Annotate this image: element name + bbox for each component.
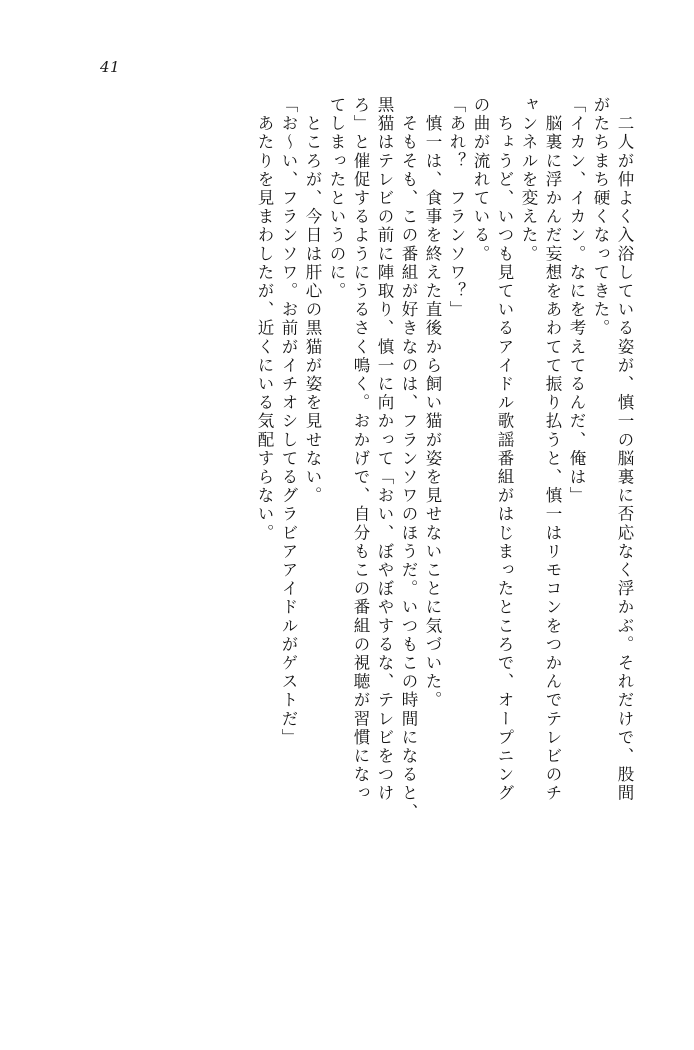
- text-column: 「お～い、フランソワ。お前がイチオシしてるグラビアアイドルがゲストだ」: [279, 96, 298, 747]
- text-column: 黒猫はテレビの前に陣取り、慎一に向かって「おい、ぼやぼやするな、テレビをつけ: [375, 96, 394, 803]
- text-column: あたりを見まわしたが、近くにいる気配すらない。: [255, 96, 274, 543]
- vertical-text-body: [62, 96, 632, 976]
- text-column: そもそも、この番組が好きなのは、フランソワのほうだ。いつもこの時間になると、: [399, 96, 418, 822]
- text-column: 「あれ？ フランソワ？」: [447, 96, 466, 320]
- text-column: ろ」と催促するようにうるさく鳴く。おかげで、自分もこの番組の視聴が習慣になっ: [351, 96, 370, 803]
- text-column: 脳裏に浮かんだ妄想をあわてて振り払うと、慎一はリモコンをつかんでテレビのチ: [543, 96, 562, 803]
- page-number: 41: [100, 58, 121, 76]
- text-column: 二人が仲よく入浴している姿が、慎一の脳裏に否応なく浮かぶ。それだけで、股間: [615, 96, 634, 803]
- text-column: ャンネルを変えた。: [519, 96, 538, 264]
- text-column: 慎一は、食事を終えた直後から飼い猫が姿を見せないことに気づいた。: [423, 96, 442, 710]
- text-column: てしまったというのに。: [327, 96, 346, 301]
- text-column: がたちまち硬くなってきた。: [591, 96, 610, 338]
- text-column: ちょうど、いつも見ているアイドル歌謡番組がはじまったところで、オープニング: [495, 96, 514, 803]
- text-column: ところが、今日は肝心の黒猫が姿を見せない。: [303, 96, 322, 506]
- text-column: 「イカン、イカン。なにを考えてるんだ、俺は」: [567, 96, 586, 506]
- text-column: の曲が流れている。: [471, 96, 490, 264]
